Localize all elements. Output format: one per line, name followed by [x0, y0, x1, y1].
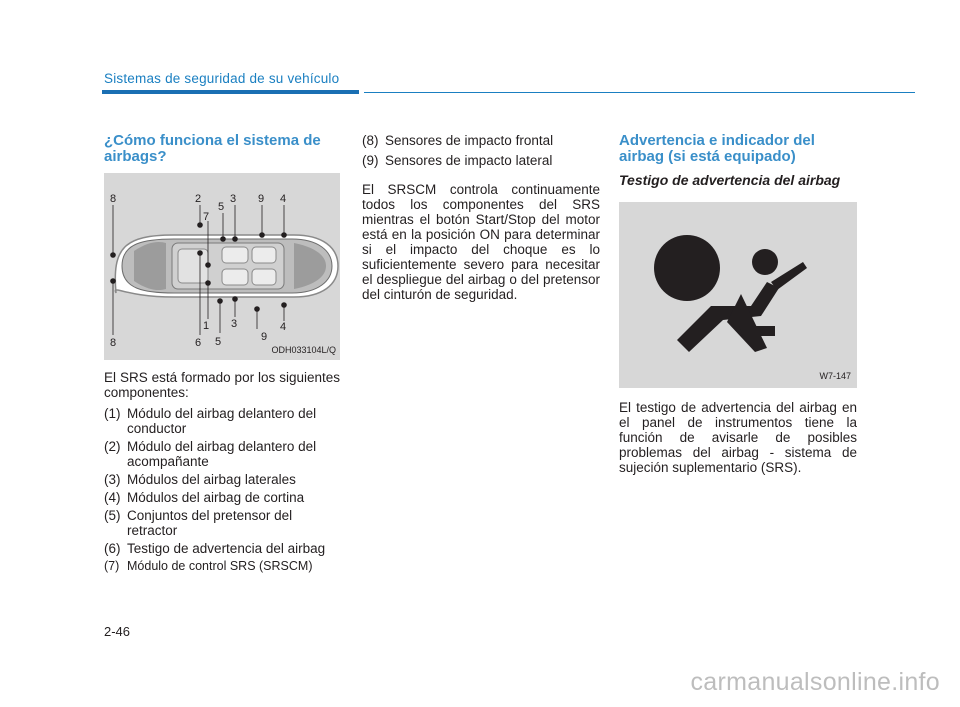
item-number: (4): [104, 490, 121, 505]
heading-airbag-warning: Advertencia e indicador del airbag (si está equipado): [619, 132, 815, 165]
heading-how-airbags-work: ¿Cómo funciona el sistema de airbags?: [104, 132, 321, 165]
list-item: [104, 559, 340, 574]
item-text: Conjuntos del pretensor del retractor: [127, 508, 293, 538]
item-text: Módulos del airbag laterales: [127, 472, 296, 487]
airbag-warning-icon: [619, 202, 857, 388]
callout-6: 6: [195, 337, 202, 349]
section-title: Sistemas de seguridad de su vehículo: [104, 71, 340, 86]
header-rule-dark: [102, 90, 359, 94]
callout-8-bottom: 8: [110, 337, 117, 349]
list-item: [104, 439, 340, 469]
callout-4-bottom: 4: [280, 321, 287, 333]
item-text: Módulos del airbag de cortina: [127, 490, 305, 505]
callout-3-top: 3: [230, 193, 237, 205]
srscm-paragraph: El SRSCM controla continuamente todos los componentes del SRS mientras el botón Start/Stop del motor está en la posición ON para determinar si el impacto del choque es lo suficientemente severo para necesitar el despliegue del airbag o del pretensor del cinturón de seguridad.: [362, 182, 600, 302]
callout-5-top: 5: [218, 201, 225, 213]
item-number: (3): [104, 472, 121, 487]
item-number: (9): [362, 153, 379, 168]
airbag-layout-figure: [104, 173, 340, 360]
item-number: (5): [104, 508, 121, 523]
item-text: Módulo del airbag delantero del conductor: [127, 406, 317, 436]
page-number: 2-46: [104, 624, 131, 639]
callout-9-top: 9: [258, 193, 265, 205]
item-number: (8): [362, 133, 379, 148]
column-middle: [362, 133, 600, 302]
callout-4-top: 4: [280, 193, 287, 205]
callout-5-bottom: 5: [215, 336, 222, 348]
list-item: [104, 472, 340, 487]
item-number: (6): [104, 541, 121, 556]
components-list: [104, 406, 340, 574]
list-item: [362, 133, 600, 148]
list-item: [362, 153, 600, 168]
warning-paragraph: El testigo de advertencia del airbag en el panel de instrumentos tiene la función de avisarle de posibles problemas del airbag - sistema de sujeción suplementario (SRS).: [619, 400, 857, 475]
item-number: (2): [104, 439, 121, 454]
header-rule-thin: [364, 92, 915, 94]
column-right: [619, 133, 857, 475]
warning-icon-figure: [619, 202, 857, 388]
list-item: [104, 406, 340, 436]
item-text: Sensores de impacto lateral: [385, 153, 553, 168]
list-item: [104, 541, 340, 556]
callout-2: 2: [195, 193, 202, 205]
watermark: carmanualsonline.info: [690, 668, 940, 696]
callout-8-top: 8: [110, 193, 117, 205]
callout-3-bottom: 3: [231, 318, 238, 330]
item-text: Sensores de impacto frontal: [385, 133, 554, 148]
item-text: Testigo de advertencia del airbag: [127, 541, 326, 556]
callout-1: 1: [203, 320, 210, 332]
icon-code: W7-147: [819, 371, 851, 381]
item-text: Módulo de control SRS (SRSCM): [127, 559, 313, 573]
figure-code: ODH033104L/Q: [271, 345, 336, 355]
item-text: Módulo del airbag delantero del acompañante: [127, 439, 317, 469]
list-item: [104, 490, 340, 505]
subheading-warning-light: Testigo de advertencia del airbag: [619, 172, 841, 188]
callout-9-bottom: 9: [261, 331, 268, 343]
intro-text: El SRS está formado por los siguientes componentes:: [104, 370, 340, 400]
list-item: [104, 508, 340, 538]
sensors-list: [362, 133, 600, 168]
callout-7: 7: [203, 211, 210, 223]
item-number: (1): [104, 406, 121, 421]
column-left: [104, 133, 340, 577]
item-number: (7): [104, 559, 120, 573]
